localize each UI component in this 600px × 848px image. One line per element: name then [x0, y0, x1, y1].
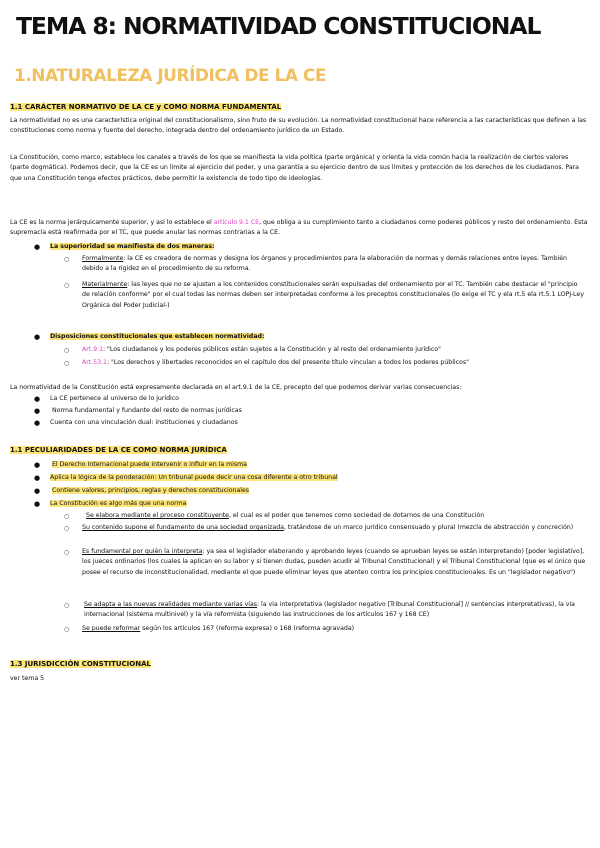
list-item: Disposiciones constitucionales que establecen normatividad:: [50, 333, 265, 340]
bullet-icon: ●: [34, 395, 41, 403]
paragraph-consecuencias: La normatividad de la Constitución está expresamente declarada en el art.9.1 de la CE, precepto del que podemos derivar varias consecuencias:: [10, 384, 462, 391]
circle-bullet-icon: ○: [64, 602, 70, 609]
list-item: Su contenido supone el fundamento de una sociedad organizada, tratándose de un marco jurídico consensuado y plural (mezcla de abstracción y concreción): [82, 524, 574, 531]
list-item: Se adapta a las nuevas realidades mediante varias vías: la vía interpretativa (legislador negativo [Tribunal Constitucional] // sentencias interpretativas), la vía internacional (sistema multinivel) y la vía reformista (siguiendo las instrucciones de los artículos 167 y 168 CE): [84, 601, 575, 619]
list-item: Materialmente: las leyes que no se ajustan a los contenidos constitucionales serán expulsadas del ordenamiento por el TC. También cabe destacar el "principio de relación conforme" por el cual todas las normas deben ser interpretadas conforme a los preceptos constitucionales (lo exige el TC y ela rt.5 ela rt.5.1 LOPJ-Ley Orgánica del Poder Judicial-): [82, 281, 584, 309]
page-title: TEMA 8: NORMATIVIDAD CONSTITUCIONAL: [16, 12, 541, 40]
paragraph-constitucion-marco: La Constitución, como marco, establece los canales a través de los que se manifiesta la vida política (parte orgánica) y orienta la vida común hacia la realización de ciertos valores (parte dogmática). Podemos decir, que la CE es un límite al ejercicio del poder, y una garantía a su ejercicio dentro de sus límites y protección de los derechos de los ciudadanos. Para que una Constitución tenga efectos prácticos, debe permitir la existencia de todo tipo de ideologías.: [10, 154, 579, 182]
section-heading-peculiaridades: 1.1 PECULIARIDADES DE LA CE COMO NORMA JURÍDICA: [10, 446, 227, 454]
list-item: Art.53.1: "Los derechos y libertades reconocidos en el capítulo dos del presente título vinculan a todos los poderes públicos": [82, 359, 469, 366]
list-item: La CE pertenece al universo de lo jurídico: [50, 395, 179, 402]
circle-bullet-icon: ○: [64, 513, 70, 520]
list-item: La superioridad se manifiesta de dos maneras:: [50, 243, 215, 250]
list-item: Contiene valores, principios, reglas y derechos constitucionales: [52, 487, 250, 494]
bullet-icon: ●: [34, 474, 41, 482]
paragraph-normatividad: La normatividad no es una característica original del constitucionalismo, sino fruto de su evolución. La normatividad constitucional hace referencia a las características que definen a las constituciones como norma y fuente del derecho, integrada dentro del ordenamiento jurídico de un Estado.: [10, 117, 587, 135]
bullet-icon: ●: [34, 243, 41, 251]
bullet-icon: ●: [34, 407, 41, 415]
circle-bullet-icon: ○: [64, 360, 70, 367]
paragraph-jerarquia: La CE es la norma jerárquicamente superior, y así lo establece el artículo 9.1 CE, que obliga a su cumplimiento tanto a ciudadanos como poderes públicos y resto del ordenamiento. Esta supremacía está reafirmada por el TC, que puede anular las normas contrarias a la CE.: [10, 219, 588, 237]
bullet-icon: ●: [34, 419, 41, 427]
bullet-icon: ●: [34, 461, 41, 469]
list-item: Se puede reformar según los artículos 167 (reforma expresa) o 168 (reforma agravada): [82, 625, 355, 632]
list-item: Cuenta con una vinculación dual: instituciones y ciudadanos: [50, 419, 238, 426]
list-item: Es fundamental por quién la interpreta: ya sea el legislador elaborando y aprobando leyes (cuando se aprueban leyes se están interpretando) [poder legislativo], los jueces ordinarios (los cuales la aplican en su labor y si tienen dudas, pueden acudir al Tribunal Constitucional) y el Tribunal Constitucional (que es el único que posee el recurso de inconstitucionalidad, mediante el que puede eliminar leyes que atenten contra los principios constitucionales. Es un "legislador negativo"): [82, 548, 586, 576]
circle-bullet-icon: ○: [64, 626, 70, 633]
list-item: Art.9.1: "Los ciudadanos y los poderes públicos están sujetos a la Constitución y al resto del ordenamiento jurídico": [82, 346, 441, 353]
paragraph-ver-tema: ver tema 5: [10, 675, 45, 682]
circle-bullet-icon: ○: [64, 347, 70, 354]
bullet-icon: ●: [34, 500, 41, 508]
list-item: Formalmente: la CE es creadora de normas y designa los órganos y procedimientos para la elaboración de normas y demás relaciones entre leyes. También debido a la rigidez en el procedimiento de su reforma.: [82, 255, 567, 273]
circle-bullet-icon: ○: [64, 525, 70, 532]
list-item: El Derecho Internacional puede intervenir o influir en la misma: [52, 461, 247, 468]
list-item: Se elabora mediante el proceso constituyente, el cual es el poder que tenemos como sociedad de dotarnos de una Constitución: [86, 512, 485, 519]
section-heading-jurisdiccion: 1.3 JURISDICCIÓN CONSTITUCIONAL: [10, 660, 151, 668]
article-link[interactable]: artículo 9.1 CE: [213, 219, 260, 226]
circle-bullet-icon: ○: [64, 256, 70, 263]
bullet-icon: ●: [34, 487, 41, 495]
list-item: La Constitución es algo más que una norma: [50, 500, 187, 507]
section-title: 1.NATURALEZA JURÍDICA DE LA CE: [14, 66, 327, 86]
bullet-icon: ●: [34, 333, 41, 341]
section-heading-caracter: 1.1 CARÁCTER NORMATIVO DE LA CE y COMO NORMA FUNDAMENTAL: [10, 103, 282, 111]
circle-bullet-icon: ○: [64, 282, 70, 289]
list-item: Aplica la lógica de la ponderación: Un tribunal puede decir una cosa diferente a otro tribunal: [50, 474, 338, 481]
list-item: Norma fundamental y fundante del resto de normas jurídicas: [52, 407, 242, 414]
circle-bullet-icon: ○: [64, 549, 70, 556]
